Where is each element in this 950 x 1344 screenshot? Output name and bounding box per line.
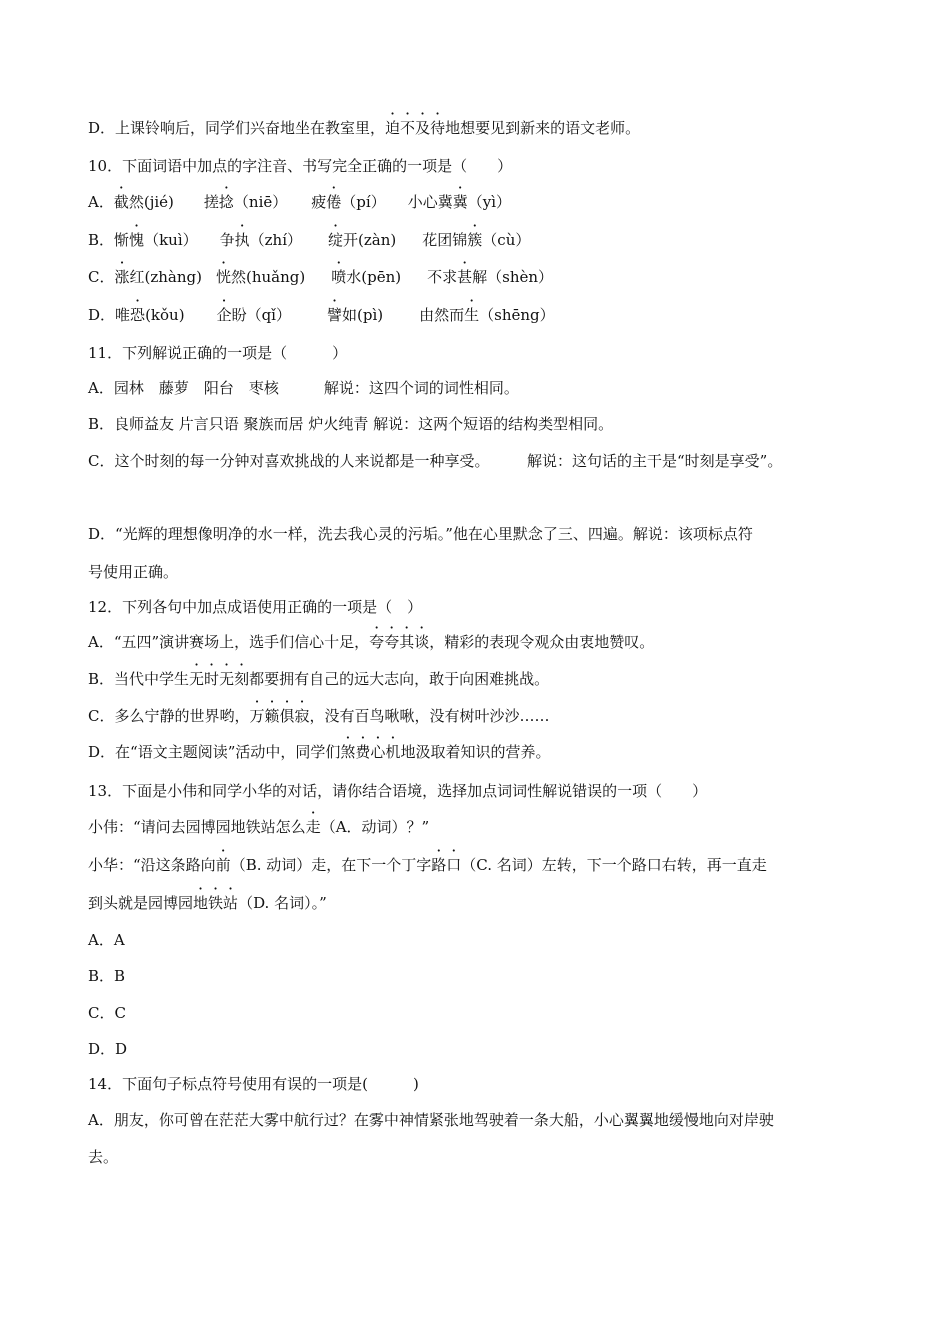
dotted-char: 谈	[414, 633, 430, 651]
q12-option-a: A．“五四”演讲赛场上，选手们信心十足，夸夸其谈，精彩的表现令观众由衷地赞叹。	[88, 633, 655, 651]
q10-option-a: A．截然(jié) 搓捻（niē） 疲倦（pí） 小心冀冀（yì）	[88, 193, 512, 211]
dotted-char: 簇	[467, 231, 483, 249]
q12-option-c: C．多么宁静的世界哟，万籁俱寂，没有百鸟啾啾，没有树叶沙沙……	[88, 707, 550, 725]
q12-option-b: B．当代中学生无时无刻都要拥有自己的远大志向，敢于向困难挑战。	[88, 670, 550, 688]
dotted-char: 寂	[294, 707, 310, 725]
dotted-char: 冀	[452, 193, 468, 211]
dotted-char: 夸	[384, 633, 400, 651]
q10-option-b: B．惭愧（kuì） 争执（zhí） 绽开(zàn) 花团锦簇（cù）	[88, 231, 531, 249]
dotted-char: 机	[385, 743, 401, 761]
dotted-char: 捻	[218, 193, 234, 211]
option-label: D．	[88, 306, 116, 324]
dotted-char: 刻	[234, 670, 250, 688]
dotted-char: 夸	[369, 633, 385, 651]
dotted-char: 煞	[340, 743, 356, 761]
dotted-char: 走	[305, 818, 321, 836]
dotted-char: 执	[234, 231, 250, 249]
q13-option-c: C．C	[88, 1004, 126, 1022]
dotted-char: 其	[399, 633, 415, 651]
q13-stem: 13．下面是小伟和同学小华的对话，请你结合语境，选择加点词词性解说错误的一项（ ）	[88, 782, 708, 800]
q11-stem: 11．下列解说正确的一项是（ ）	[88, 344, 348, 362]
text: 地想要见到新来的语文老师。	[445, 119, 641, 137]
dotted-char: 站	[223, 894, 239, 912]
dotted-char: 铁	[208, 894, 224, 912]
q10-option-c: C．涨红(zhàng) 恍然(huǎng) 喷水(pēn) 不求甚解（shèn）	[88, 268, 554, 286]
dotted-char: 费	[355, 743, 371, 761]
q10-option-d: D．唯恐(kǒu) 企盼（qǐ） 譬如(pì) 由然而生（shēng）	[88, 306, 555, 324]
dotted-char: 譬	[326, 306, 342, 324]
dotted-char: 口	[446, 856, 462, 874]
dotted-char: 无	[219, 670, 235, 688]
dotted-char: 企	[216, 306, 232, 324]
q12-stem: 12．下列各句中加点成语使用正确的一项是（ ）	[88, 598, 423, 616]
option-label: B．	[88, 231, 115, 249]
q12-option-d: D．在“语文主题阅读”活动中，同学们煞费心机地汲取着知识的营养。	[88, 743, 551, 761]
q11-option-b: B．良师益友 片言只语 聚族而居 炉火纯青 解说：这两个短语的结构类型相同。	[88, 415, 614, 433]
q11-option-c: C．这个时刻的每一分钟对喜欢挑战的人来说都是一种享受。 解说：这句话的主干是“时刻是享受”。	[88, 452, 783, 470]
dotted-char: 不	[400, 119, 416, 137]
q13-option-a: A．A	[88, 931, 125, 949]
dotted-char: 前	[215, 856, 231, 874]
q9-option-d	[88, 118, 640, 138]
option-label: A．	[88, 193, 114, 211]
q14-option-a-cont: 去。	[88, 1148, 119, 1166]
dotted-char: 恐	[130, 306, 146, 324]
dotted-char: 无	[189, 670, 205, 688]
dotted-char: 绽	[328, 231, 344, 249]
dialogue-xiaohua: 小华：“沿这条路向前（B. 动词）走，在下一个丁字路口（C. 名词）左转，下一个路口右转，再一直走	[88, 856, 767, 874]
dotted-char: 万	[249, 707, 265, 725]
dotted-char: 生	[464, 306, 480, 324]
dotted-char: 恍	[215, 268, 231, 286]
dotted-char: 籁	[264, 707, 280, 725]
q14-stem: 14．下面句子标点符号使用有误的一项是( )	[88, 1075, 419, 1093]
dotted-char: 及	[415, 119, 431, 137]
dotted-char: 路	[431, 856, 447, 874]
q10-stem: 10．下面词语中加点的字注音、书写完全正确的一项是（ ）	[88, 157, 513, 175]
dotted-char: 时	[204, 670, 220, 688]
dialogue-xiaowei: 小伟：“请问去园博园地铁站怎么走（A．动词）？”	[88, 818, 430, 836]
option-label: C．	[88, 268, 115, 286]
text: D．上课铃响后，同学们兴奋地坐在教室里，	[88, 119, 386, 137]
dotted-char: 俱	[279, 707, 295, 725]
dotted-char: 喷	[331, 268, 347, 286]
q14-option-a: A．朋友，你可曾在茫茫大雾中航行过？在雾中神情紧张地驾驶着一条大船，小心翼翼地缓慢地向对岸驶	[88, 1111, 774, 1129]
dotted-char: 迫	[385, 119, 401, 137]
dotted-char: 涨	[114, 268, 130, 286]
dotted-char: 心	[370, 743, 386, 761]
dotted-char: 截	[113, 193, 129, 211]
dotted-char: 地	[193, 894, 209, 912]
q11-option-d-cont: 号使用正确。	[88, 563, 179, 581]
q13-option-d: D．D	[88, 1040, 128, 1058]
q13-option-b: B．B	[88, 967, 126, 985]
dotted-char: 待	[430, 119, 446, 137]
q11-option-a: A．园林 藤萝 阳台 枣核 解说：这四个词的词性相同。	[88, 379, 519, 397]
dotted-char: 愧	[129, 231, 145, 249]
dialogue-xiaohua-cont: 到头就是园博园地铁站（D. 名词）。”	[88, 894, 327, 912]
dotted-char: 甚	[457, 268, 473, 286]
q11-option-d: D．“光辉的理想像明净的水一样，洗去我心灵的污垢。”他在心里默念了三、四遍。解说：该项标点符	[88, 525, 753, 543]
dotted-char: 倦	[326, 193, 342, 211]
